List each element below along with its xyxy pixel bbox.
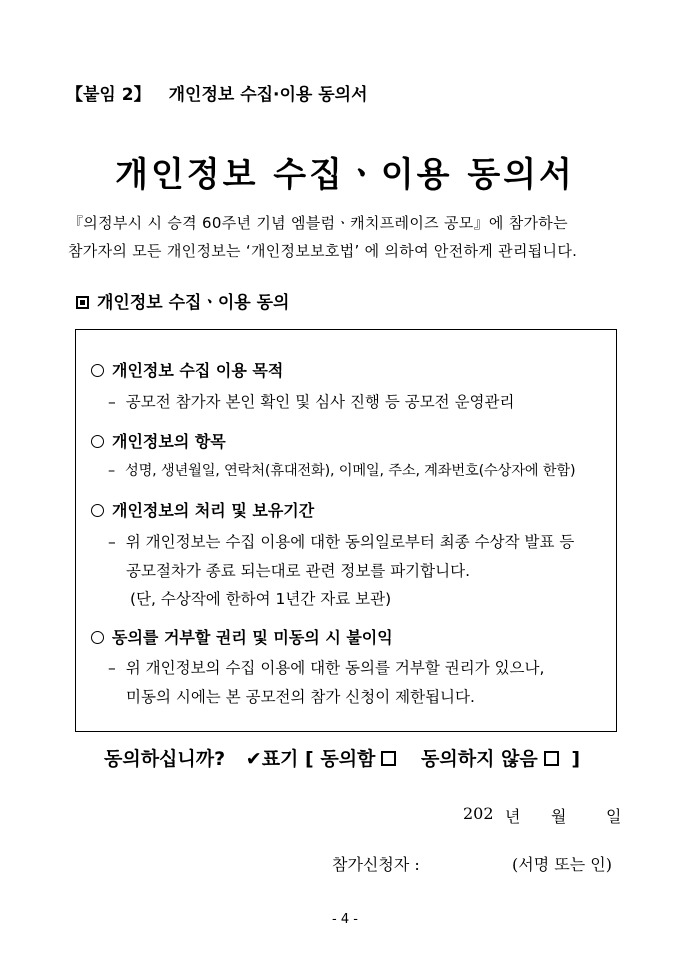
attachment-label: 【붙임 2】 bbox=[66, 85, 151, 105]
attachment-title: 개인정보 수집·이용 동의서 bbox=[168, 85, 368, 105]
dash-bullet: – bbox=[108, 463, 115, 479]
item-heading-text: 개인정보의 항목 bbox=[112, 432, 226, 451]
applicant-label: 참가신청자 : bbox=[332, 855, 420, 874]
date-year-unit: 년 bbox=[505, 807, 521, 826]
item-line bbox=[108, 530, 574, 552]
attachment-header bbox=[66, 80, 368, 105]
item-heading bbox=[91, 358, 283, 381]
disagree-checkbox[interactable] bbox=[544, 751, 559, 766]
consent-details-box bbox=[75, 329, 617, 732]
circle-bullet-icon bbox=[91, 435, 104, 448]
circle-bullet-icon bbox=[91, 364, 104, 377]
item-heading bbox=[91, 498, 314, 521]
intro-line-2: 참가자의 모든 개인정보는 ‘개인정보보호법’ 에 의하여 안전하게 관리됩니다. bbox=[68, 242, 578, 260]
page-number: - 4 - bbox=[332, 912, 358, 927]
item-line-text: 성명, 생년월일, 연락처(휴대전화), 이메일, 주소, 계좌번호(수상자에 한함) bbox=[124, 463, 576, 479]
consent-question: 동의하십니까? bbox=[104, 748, 226, 770]
signature-placeholder: (서명 또는 인) bbox=[512, 855, 612, 874]
date-day-unit: 일 bbox=[606, 807, 622, 826]
consent-mark-label: ✔표기 [ bbox=[245, 748, 314, 770]
dash-bullet: – bbox=[108, 393, 116, 411]
intro-line-1: 『의정부시 시 승격 60주년 기념 엠블럼ㆍ캐치프레이즈 공모』에 참가하는 bbox=[68, 214, 568, 232]
item-line: 공모절차가 종료 되는대로 관련 정보를 파기합니다. bbox=[126, 562, 470, 580]
item-line-text: 공모전 참가자 본인 확인 및 심사 진행 등 공모전 운영관리 bbox=[125, 393, 515, 411]
agree-label: 동의함 bbox=[320, 748, 376, 770]
date-year: 202 bbox=[463, 804, 494, 823]
document-title: 개인정보 수집ㆍ이용 동의서 bbox=[115, 155, 575, 195]
dash-bullet: – bbox=[108, 533, 116, 551]
item-line: 미동의 시에는 본 공모전의 참가 신청이 제한됩니다. bbox=[126, 688, 475, 706]
item-heading bbox=[91, 625, 393, 648]
disagree-label: 동의하지 않음 bbox=[421, 748, 538, 770]
item-heading-text: 개인정보 수집 이용 목적 bbox=[112, 361, 284, 380]
item-line: (단, 수상작에 한하여 1년간 자료 보관) bbox=[130, 590, 392, 608]
section-heading bbox=[76, 288, 289, 313]
filled-square-icon bbox=[76, 296, 89, 309]
item-line-text: 위 개인정보의 수집 이용에 대한 동의를 거부할 권리가 있으나, bbox=[125, 659, 545, 677]
item-line bbox=[108, 390, 514, 412]
circle-bullet-icon bbox=[91, 631, 104, 644]
item-heading bbox=[91, 429, 226, 452]
item-line-text: 위 개인정보는 수집 이용에 대한 동의일로부터 최종 수상작 발표 등 bbox=[125, 533, 575, 551]
item-line bbox=[108, 656, 544, 678]
item-heading-text: 동의를 거부할 권리 및 미동의 시 불이익 bbox=[112, 628, 393, 647]
dash-bullet: – bbox=[108, 659, 116, 677]
date-month-unit: 월 bbox=[551, 807, 567, 826]
item-heading-text: 개인정보의 처리 및 보유기간 bbox=[112, 501, 315, 520]
item-line bbox=[108, 460, 575, 480]
consent-line bbox=[104, 744, 580, 771]
consent-close-bracket: ] bbox=[571, 748, 581, 770]
section-heading-text: 개인정보 수집ㆍ이용 동의 bbox=[97, 293, 290, 313]
circle-bullet-icon bbox=[91, 504, 104, 517]
agree-checkbox[interactable] bbox=[381, 751, 396, 766]
